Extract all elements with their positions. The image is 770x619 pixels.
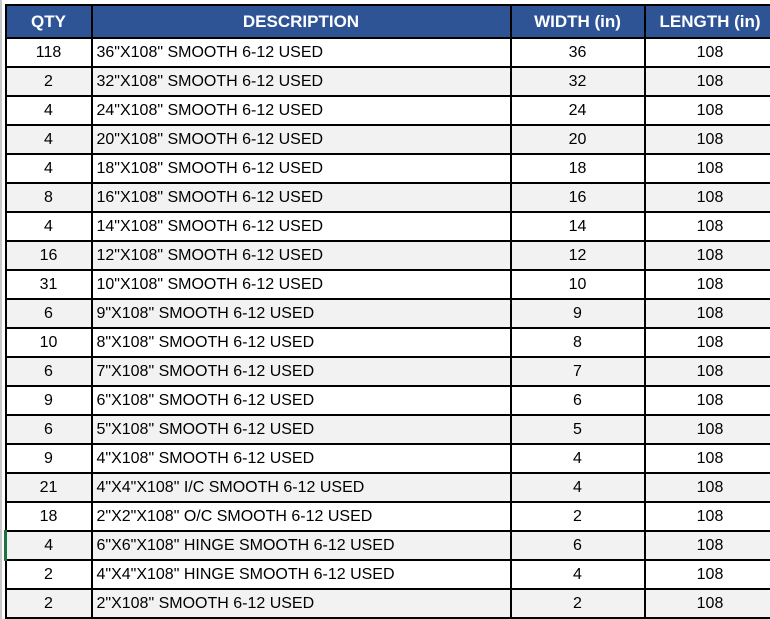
description-cell: 9"X108" SMOOTH 6-12 USED [92,299,511,328]
width-cell: 9 [511,299,645,328]
qty-cell: 6 [6,357,92,386]
qty-cell: 4 [6,125,92,154]
length-cell: 108 [645,96,770,125]
description-cell: 2"X2"X108" O/C SMOOTH 6-12 USED [92,502,511,531]
width-cell: 18 [511,154,645,183]
width-cell: 32 [511,67,645,96]
width-cell: 2 [511,589,645,618]
qty-cell: 4 [6,212,92,241]
table-row [6,212,770,241]
table-row [6,299,770,328]
qty-cell: 18 [6,502,92,531]
column-header-qty: QTY [6,5,92,38]
description-cell: 12"X108" SMOOTH 6-12 USED [92,241,511,270]
width-cell: 4 [511,560,645,589]
column-header-length: LENGTH (in) [645,5,770,38]
description-cell: 5"X108" SMOOTH 6-12 USED [92,415,511,444]
width-cell: 36 [511,38,645,67]
length-cell: 108 [645,154,770,183]
width-cell: 14 [511,212,645,241]
table-row [6,357,770,386]
description-cell: 24"X108" SMOOTH 6-12 USED [92,96,511,125]
width-cell: 10 [511,270,645,299]
table-row [6,328,770,357]
table-row [6,96,770,125]
qty-cell: 4 [6,531,92,560]
table-row [6,589,770,618]
inventory-table [4,4,770,619]
length-cell: 108 [645,67,770,96]
table-row [6,270,770,299]
width-cell: 24 [511,96,645,125]
table-row [6,386,770,415]
width-cell: 16 [511,183,645,212]
length-cell: 108 [645,328,770,357]
table-row [6,560,770,589]
description-cell: 32"X108" SMOOTH 6-12 USED [92,67,511,96]
description-cell: 36"X108" SMOOTH 6-12 USED [92,38,511,67]
width-cell: 4 [511,473,645,502]
length-cell: 108 [645,270,770,299]
qty-cell: 31 [6,270,92,299]
table-row [6,38,770,67]
qty-cell: 4 [6,154,92,183]
length-cell: 108 [645,444,770,473]
description-cell: 7"X108" SMOOTH 6-12 USED [92,357,511,386]
description-cell: 4"X4"X108" HINGE SMOOTH 6-12 USED [92,560,511,589]
width-cell: 12 [511,241,645,270]
length-cell: 108 [645,299,770,328]
qty-cell: 16 [6,241,92,270]
length-cell: 108 [645,531,770,560]
length-cell: 108 [645,38,770,67]
table-row [6,531,770,560]
description-cell: 6"X6"X108" HINGE SMOOTH 6-12 USED [92,531,511,560]
description-cell: 16"X108" SMOOTH 6-12 USED [92,183,511,212]
length-cell: 108 [645,125,770,154]
description-cell: 20"X108" SMOOTH 6-12 USED [92,125,511,154]
table-row [6,502,770,531]
qty-cell: 8 [6,183,92,212]
width-cell: 7 [511,357,645,386]
qty-cell: 10 [6,328,92,357]
description-cell: 18"X108" SMOOTH 6-12 USED [92,154,511,183]
column-header-width: WIDTH (in) [511,5,645,38]
length-cell: 108 [645,183,770,212]
length-cell: 108 [645,241,770,270]
width-cell: 2 [511,502,645,531]
table-row [6,241,770,270]
qty-cell: 2 [6,589,92,618]
table-row [6,67,770,96]
qty-cell: 9 [6,386,92,415]
qty-cell: 9 [6,444,92,473]
width-cell: 8 [511,328,645,357]
description-cell: 2"X108" SMOOTH 6-12 USED [92,589,511,618]
length-cell: 108 [645,212,770,241]
length-cell: 108 [645,589,770,618]
table-row [6,125,770,154]
width-cell: 6 [511,531,645,560]
width-cell: 6 [511,386,645,415]
table-row [6,473,770,502]
qty-cell: 6 [6,299,92,328]
table-body [6,38,770,618]
description-cell: 8"X108" SMOOTH 6-12 USED [92,328,511,357]
qty-cell: 118 [6,38,92,67]
width-cell: 20 [511,125,645,154]
table-row [6,415,770,444]
description-cell: 10"X108" SMOOTH 6-12 USED [92,270,511,299]
description-cell: 4"X4"X108" I/C SMOOTH 6-12 USED [92,473,511,502]
length-cell: 108 [645,357,770,386]
description-cell: 6"X108" SMOOTH 6-12 USED [92,386,511,415]
header-row [6,5,770,38]
qty-cell: 2 [6,560,92,589]
length-cell: 108 [645,560,770,589]
description-cell: 4"X108" SMOOTH 6-12 USED [92,444,511,473]
qty-cell: 21 [6,473,92,502]
table-row [6,154,770,183]
left-edge-divider [0,0,2,619]
qty-cell: 2 [6,67,92,96]
length-cell: 108 [645,473,770,502]
qty-cell: 6 [6,415,92,444]
table-header [6,5,770,38]
table-row [6,444,770,473]
length-cell: 108 [645,415,770,444]
length-cell: 108 [645,386,770,415]
qty-cell: 4 [6,96,92,125]
table-row [6,183,770,212]
description-cell: 14"X108" SMOOTH 6-12 USED [92,212,511,241]
width-cell: 4 [511,444,645,473]
width-cell: 5 [511,415,645,444]
length-cell: 108 [645,502,770,531]
column-header-description: DESCRIPTION [92,5,511,38]
